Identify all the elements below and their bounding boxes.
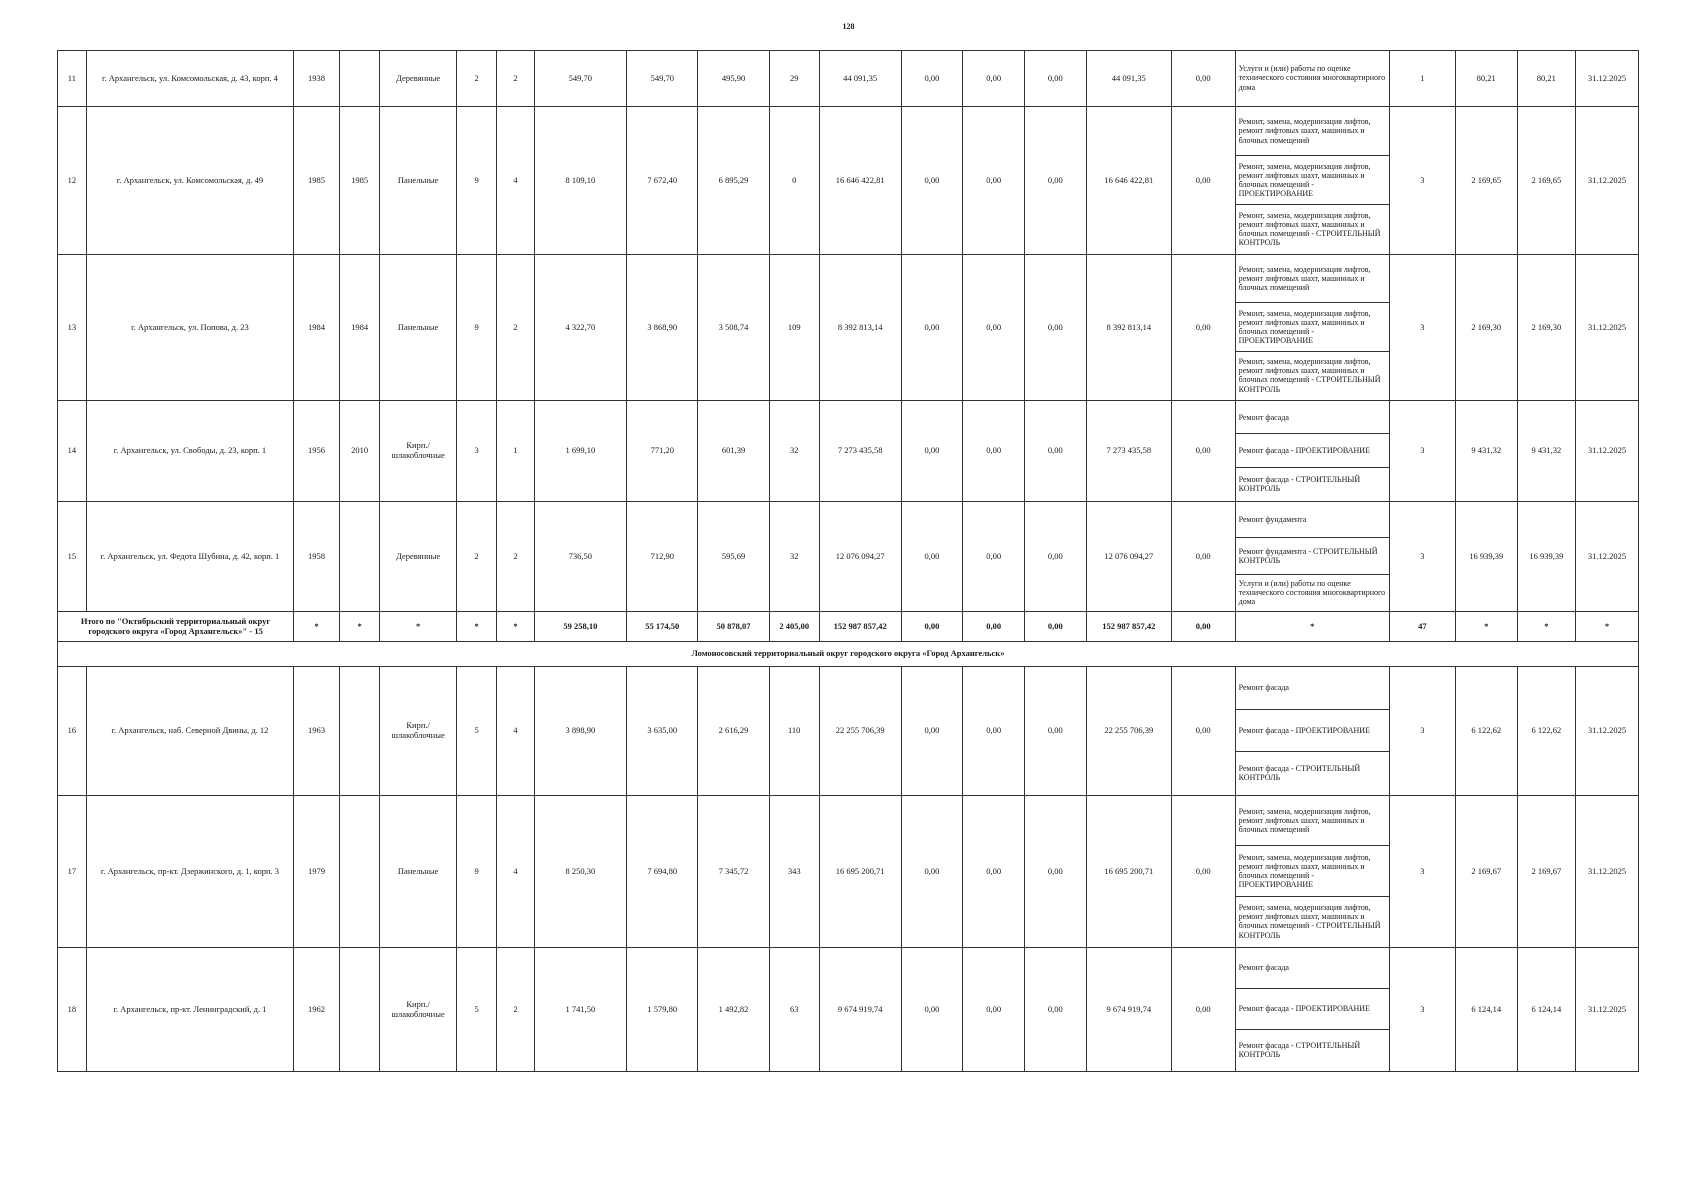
- premises-area: 3 868,90: [627, 255, 698, 401]
- total-works-count: 47: [1389, 612, 1455, 642]
- year-built: 1962: [294, 948, 340, 1072]
- year-built: 1938: [294, 51, 340, 107]
- house-row: [58, 502, 1639, 612]
- row-number: 17: [58, 796, 87, 948]
- works-list: [1235, 796, 1389, 948]
- year-built: 1979: [294, 796, 340, 948]
- cost-owners: 16 646 422,81: [1086, 107, 1171, 255]
- year-reconstructed: [339, 51, 379, 107]
- work-item: Ремонт, замена, модернизация лифтов, ремонт лифтовых шахт, машинных и блочных помещений - СТРОИТЕЛЬНЫЙ КОНТРОЛЬ: [1238, 902, 1381, 940]
- cost-regional: 0,00: [963, 255, 1025, 401]
- total-area: 3 898,90: [534, 667, 627, 796]
- cost-local: 0,00: [1025, 948, 1087, 1072]
- total-placeholder: *: [1235, 612, 1389, 642]
- house-address: г. Архангельск, пр-кт. Дзержинского, д. 1, корп. 3: [86, 796, 293, 948]
- works-count: 3: [1389, 401, 1455, 502]
- limit-unit-cost: 80,21: [1517, 51, 1576, 107]
- cost-other: 0,00: [1171, 401, 1235, 502]
- entrances-count: 4: [497, 796, 534, 948]
- total-value: 2 405,00: [769, 612, 819, 642]
- district-section-title: Ломоносовский территориальный округ городского округа «Город Архангельск»: [58, 642, 1639, 667]
- cost-owners: 12 076 094,27: [1086, 502, 1171, 612]
- works-list: [1235, 401, 1389, 502]
- row-number: 15: [58, 502, 87, 612]
- cost-owners: 7 273 435,58: [1086, 401, 1171, 502]
- wall-material: Кирп./шлакоблочные: [380, 401, 457, 502]
- total-area: 8 109,10: [534, 107, 627, 255]
- work-item: Ремонт, замена, модернизация лифтов, ремонт лифтовых шахт, машинных и блочных помещений: [1236, 255, 1389, 303]
- floors-count: 2: [456, 51, 496, 107]
- cost-regional: 0,00: [963, 51, 1025, 107]
- house-row: [58, 401, 1639, 502]
- total-value: 0,00: [901, 612, 963, 642]
- year-reconstructed: 2010: [339, 401, 379, 502]
- year-reconstructed: [339, 796, 379, 948]
- premises-area: 7 672,40: [627, 107, 698, 255]
- completion-date: 31.12.2025: [1576, 255, 1639, 401]
- total-value: 0,00: [1171, 612, 1235, 642]
- works-count: 1: [1389, 51, 1455, 107]
- residents-count: 343: [769, 796, 819, 948]
- completion-date: 31.12.2025: [1576, 796, 1639, 948]
- page-number: 128: [842, 22, 855, 31]
- total-placeholder: *: [380, 612, 457, 642]
- cost-local: 0,00: [1025, 51, 1087, 107]
- works-list: [1235, 107, 1389, 255]
- residential-area: 6 895,29: [698, 107, 769, 255]
- unit-cost: 16 939,39: [1455, 502, 1517, 612]
- entrances-count: 4: [497, 107, 534, 255]
- work-item: Ремонт фасада - ПРОЕКТИРОВАНИЕ: [1236, 710, 1389, 753]
- year-reconstructed: 1984: [339, 255, 379, 401]
- unit-cost: 80,21: [1455, 51, 1517, 107]
- completion-date: 31.12.2025: [1576, 401, 1639, 502]
- house-address: г. Архангельск, наб. Северной Двины, д. 12: [86, 667, 293, 796]
- works-count: 3: [1389, 667, 1455, 796]
- total-placeholder: *: [1576, 612, 1639, 642]
- cost-local: 0,00: [1025, 667, 1087, 796]
- cost-total: 16 695 200,71: [819, 796, 901, 948]
- total-placeholder: *: [1455, 612, 1517, 642]
- premises-area: 7 694,80: [627, 796, 698, 948]
- wall-material: Панельные: [380, 255, 457, 401]
- cost-total: 9 674 919,74: [819, 948, 901, 1072]
- work-item: Ремонт фасада - СТРОИТЕЛЬНЫЙ КОНТРОЛЬ: [1238, 763, 1361, 783]
- works-count: 3: [1389, 948, 1455, 1072]
- year-built: 1963: [294, 667, 340, 796]
- residents-count: 32: [769, 502, 819, 612]
- wall-material: Панельные: [380, 796, 457, 948]
- wall-material: Деревянные: [380, 51, 457, 107]
- floors-count: 5: [456, 948, 496, 1072]
- residents-count: 29: [769, 51, 819, 107]
- house-row: [58, 255, 1639, 401]
- cost-total: 16 646 422,81: [819, 107, 901, 255]
- unit-cost: 2 169,30: [1455, 255, 1517, 401]
- residential-area: 7 345,72: [698, 796, 769, 948]
- completion-date: 31.12.2025: [1576, 667, 1639, 796]
- work-item: Ремонт фасада - СТРОИТЕЛЬНЫЙ КОНТРОЛЬ: [1238, 474, 1361, 493]
- total-value: 152 987 857,42: [1086, 612, 1171, 642]
- cost-owners: 22 255 706,39: [1086, 667, 1171, 796]
- year-built: 1956: [294, 401, 340, 502]
- limit-unit-cost: 2 169,65: [1517, 107, 1576, 255]
- cost-total: 22 255 706,39: [819, 667, 901, 796]
- row-number: 18: [58, 948, 87, 1072]
- unit-cost: 2 169,67: [1455, 796, 1517, 948]
- work-item: Ремонт, замена, модернизация лифтов, ремонт лифтовых шахт, машинных и блочных помещений - ПРОЕКТИРОВАНИЕ: [1236, 156, 1389, 205]
- work-item: Ремонт, замена, модернизация лифтов, ремонт лифтовых шахт, машинных и блочных помещений: [1236, 107, 1389, 156]
- house-address: г. Архангельск, ул. Свободы, д. 23, корп. 1: [86, 401, 293, 502]
- residential-area: 1 492,82: [698, 948, 769, 1072]
- total-placeholder: *: [294, 612, 340, 642]
- cost-federal: 0,00: [901, 401, 963, 502]
- cost-other: 0,00: [1171, 51, 1235, 107]
- row-number: 13: [58, 255, 87, 401]
- work-item: Ремонт фасада: [1236, 948, 1389, 989]
- wall-material: Кирп./шлакоблочные: [380, 948, 457, 1072]
- total-label: Итого по "Октябрьский территориальный округ городского округа «Город Архангельск»" - 15: [58, 612, 294, 642]
- total-placeholder: *: [339, 612, 379, 642]
- cost-federal: 0,00: [901, 255, 963, 401]
- total-value: 0,00: [1025, 612, 1087, 642]
- row-number: 16: [58, 667, 87, 796]
- unit-cost: 6 122,62: [1455, 667, 1517, 796]
- cost-total: 12 076 094,27: [819, 502, 901, 612]
- completion-date: 31.12.2025: [1576, 51, 1639, 107]
- work-item: Ремонт фундамента - СТРОИТЕЛЬНЫЙ КОНТРОЛЬ: [1236, 538, 1389, 574]
- work-item: Услуги и (или) работы по оценке технического состояния многоквартирного дома: [1238, 578, 1386, 606]
- work-item: Ремонт, замена, модернизация лифтов, ремонт лифтовых шахт, машинных и блочных помещений - ПРОЕКТИРОВАНИЕ: [1236, 846, 1389, 896]
- total-value: 50 878,07: [698, 612, 769, 642]
- premises-area: 1 579,80: [627, 948, 698, 1072]
- cost-total: 7 273 435,58: [819, 401, 901, 502]
- district-total-row: [58, 612, 1639, 642]
- total-placeholder: *: [1517, 612, 1576, 642]
- house-address: г. Архангельск, ул. Комсомольская, д. 49: [86, 107, 293, 255]
- work-item: Ремонт, замена, модернизация лифтов, ремонт лифтовых шахт, машинных и блочных помещений - СТРОИТЕЛЬНЫЙ КОНТРОЛЬ: [1238, 356, 1381, 394]
- cost-federal: 0,00: [901, 667, 963, 796]
- works-count: 3: [1389, 502, 1455, 612]
- works-list: [1235, 502, 1389, 612]
- work-item: Ремонт фасада - СТРОИТЕЛЬНЫЙ КОНТРОЛЬ: [1238, 1040, 1361, 1059]
- premises-area: 771,20: [627, 401, 698, 502]
- residential-area: 3 508,74: [698, 255, 769, 401]
- total-area: 1 699,10: [534, 401, 627, 502]
- works-list: [1235, 948, 1389, 1072]
- works-list: [1235, 667, 1389, 796]
- completion-date: 31.12.2025: [1576, 502, 1639, 612]
- work-item: Ремонт, замена, модернизация лифтов, ремонт лифтовых шахт, машинных и блочных помещений - СТРОИТЕЛЬНЫЙ КОНТРОЛЬ: [1238, 210, 1381, 248]
- total-value: 55 174,50: [627, 612, 698, 642]
- residents-count: 0: [769, 107, 819, 255]
- work-item: Ремонт фасада: [1236, 401, 1389, 434]
- premises-area: 549,70: [627, 51, 698, 107]
- house-row: [58, 107, 1639, 255]
- premises-area: 712,90: [627, 502, 698, 612]
- total-value: 59 258,10: [534, 612, 627, 642]
- total-area: 4 322,70: [534, 255, 627, 401]
- limit-unit-cost: 2 169,30: [1517, 255, 1576, 401]
- works-count: 3: [1389, 107, 1455, 255]
- limit-unit-cost: 16 939,39: [1517, 502, 1576, 612]
- residential-area: 595,69: [698, 502, 769, 612]
- house-row: [58, 51, 1639, 107]
- cost-regional: 0,00: [963, 401, 1025, 502]
- works-list: [1235, 51, 1389, 107]
- limit-unit-cost: 6 124,14: [1517, 948, 1576, 1072]
- cost-local: 0,00: [1025, 401, 1087, 502]
- total-area: 8 250,30: [534, 796, 627, 948]
- cost-owners: 16 695 200,71: [1086, 796, 1171, 948]
- cost-federal: 0,00: [901, 107, 963, 255]
- cost-local: 0,00: [1025, 502, 1087, 612]
- limit-unit-cost: 6 122,62: [1517, 667, 1576, 796]
- completion-date: 31.12.2025: [1576, 107, 1639, 255]
- works-count: 3: [1389, 796, 1455, 948]
- cost-local: 0,00: [1025, 255, 1087, 401]
- residential-area: 2 616,29: [698, 667, 769, 796]
- house-address: г. Архангельск, ул. Комсомольская, д. 43, корп. 4: [86, 51, 293, 107]
- house-address: г. Архангельск, пр-кт. Ленинградский, д. 1: [86, 948, 293, 1072]
- floors-count: 2: [456, 502, 496, 612]
- wall-material: Кирп./шлакоблочные: [380, 667, 457, 796]
- residential-area: 601,39: [698, 401, 769, 502]
- residential-area: 495,90: [698, 51, 769, 107]
- entrances-count: 1: [497, 401, 534, 502]
- row-number: 12: [58, 107, 87, 255]
- cost-regional: 0,00: [963, 502, 1025, 612]
- work-item: Ремонт фасада: [1236, 667, 1389, 710]
- wall-material: Панельные: [380, 107, 457, 255]
- year-reconstructed: [339, 948, 379, 1072]
- house-row: [58, 948, 1639, 1072]
- total-value: 152 987 857,42: [819, 612, 901, 642]
- works-count: 3: [1389, 255, 1455, 401]
- house-row: [58, 796, 1639, 948]
- total-placeholder: *: [497, 612, 534, 642]
- year-reconstructed: 1985: [339, 107, 379, 255]
- year-built: 1985: [294, 107, 340, 255]
- residents-count: 32: [769, 401, 819, 502]
- housing-repair-register-table: [57, 50, 1639, 1072]
- cost-other: 0,00: [1171, 948, 1235, 1072]
- cost-federal: 0,00: [901, 796, 963, 948]
- cost-owners: 8 392 813,14: [1086, 255, 1171, 401]
- work-item: Услуги и (или) работы по оценке технического состояния многоквартирного дома: [1238, 64, 1386, 92]
- cost-total: 8 392 813,14: [819, 255, 901, 401]
- limit-unit-cost: 2 169,67: [1517, 796, 1576, 948]
- entrances-count: 4: [497, 667, 534, 796]
- work-item: Ремонт, замена, модернизация лифтов, ремонт лифтовых шахт, машинных и блочных помещений: [1236, 796, 1389, 846]
- cost-owners: 9 674 919,74: [1086, 948, 1171, 1072]
- floors-count: 9: [456, 796, 496, 948]
- floors-count: 9: [456, 255, 496, 401]
- work-item: Ремонт фасада - ПРОЕКТИРОВАНИЕ: [1236, 434, 1389, 467]
- work-item: Ремонт фасада - ПРОЕКТИРОВАНИЕ: [1236, 989, 1389, 1030]
- house-address: г. Архангельск, ул. Федота Шубина, д. 42, корп. 1: [86, 502, 293, 612]
- wall-material: Деревянные: [380, 502, 457, 612]
- cost-total: 44 091,35: [819, 51, 901, 107]
- cost-federal: 0,00: [901, 948, 963, 1072]
- floors-count: 9: [456, 107, 496, 255]
- row-number: 11: [58, 51, 87, 107]
- cost-regional: 0,00: [963, 667, 1025, 796]
- cost-local: 0,00: [1025, 107, 1087, 255]
- cost-federal: 0,00: [901, 51, 963, 107]
- row-number: 14: [58, 401, 87, 502]
- floors-count: 3: [456, 401, 496, 502]
- cost-owners: 44 091,35: [1086, 51, 1171, 107]
- cost-regional: 0,00: [963, 107, 1025, 255]
- house-address: г. Архангельск, ул. Попова, д. 23: [86, 255, 293, 401]
- residents-count: 63: [769, 948, 819, 1072]
- cost-local: 0,00: [1025, 796, 1087, 948]
- unit-cost: 2 169,65: [1455, 107, 1517, 255]
- total-area: 1 741,50: [534, 948, 627, 1072]
- unit-cost: 6 124,14: [1455, 948, 1517, 1072]
- premises-area: 3 635,00: [627, 667, 698, 796]
- cost-other: 0,00: [1171, 796, 1235, 948]
- entrances-count: 2: [497, 502, 534, 612]
- cost-other: 0,00: [1171, 502, 1235, 612]
- works-list: [1235, 255, 1389, 401]
- work-item: Ремонт фундамента: [1236, 502, 1389, 538]
- total-placeholder: *: [456, 612, 496, 642]
- cost-other: 0,00: [1171, 255, 1235, 401]
- cost-federal: 0,00: [901, 502, 963, 612]
- entrances-count: 2: [497, 255, 534, 401]
- total-area: 736,50: [534, 502, 627, 612]
- limit-unit-cost: 9 431,32: [1517, 401, 1576, 502]
- year-built: 1958: [294, 502, 340, 612]
- house-row: [58, 667, 1639, 796]
- completion-date: 31.12.2025: [1576, 948, 1639, 1072]
- cost-other: 0,00: [1171, 107, 1235, 255]
- residents-count: 110: [769, 667, 819, 796]
- unit-cost: 9 431,32: [1455, 401, 1517, 502]
- year-reconstructed: [339, 667, 379, 796]
- entrances-count: 2: [497, 51, 534, 107]
- year-reconstructed: [339, 502, 379, 612]
- district-section-row: [58, 642, 1639, 667]
- cost-regional: 0,00: [963, 948, 1025, 1072]
- floors-count: 5: [456, 667, 496, 796]
- residents-count: 109: [769, 255, 819, 401]
- cost-other: 0,00: [1171, 667, 1235, 796]
- work-item: Ремонт, замена, модернизация лифтов, ремонт лифтовых шахт, машинных и блочных помещений - ПРОЕКТИРОВАНИЕ: [1236, 303, 1389, 351]
- entrances-count: 2: [497, 948, 534, 1072]
- total-value: 0,00: [963, 612, 1025, 642]
- cost-regional: 0,00: [963, 796, 1025, 948]
- total-area: 549,70: [534, 51, 627, 107]
- year-built: 1984: [294, 255, 340, 401]
